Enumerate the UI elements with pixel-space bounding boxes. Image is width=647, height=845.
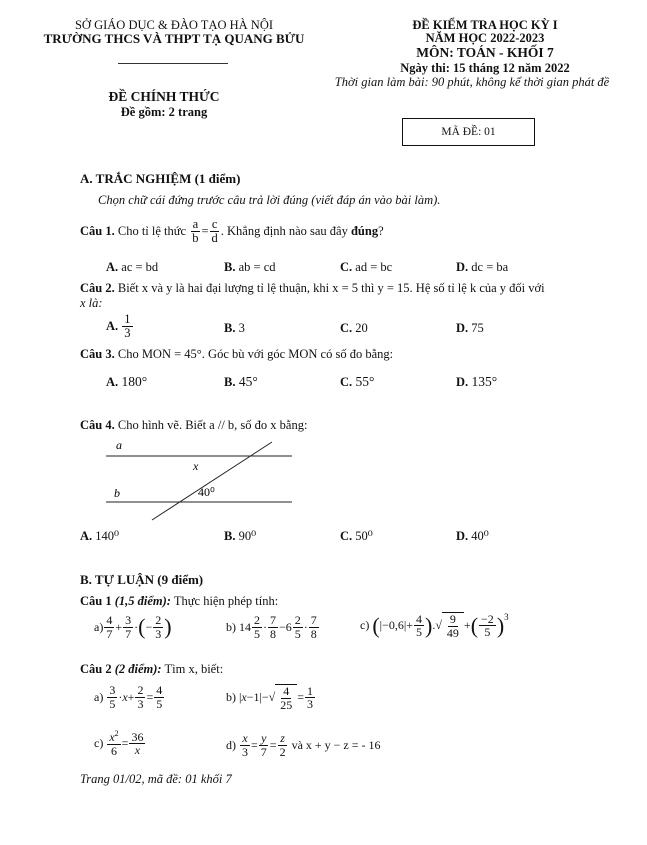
q1-bold: đúng [350, 224, 379, 239]
c1-expr-b: b) 14 $\frac{2}{5}$ · $\frac{7}{8}$ −6 $\frac{2}{5}$ · $\frac{7}{8}$ [226, 613, 317, 641]
q3-text: Câu 3. Cho MON = 45°. Góc bù với góc MON có số đo bằng: [80, 347, 394, 361]
q2-line2: x là: [80, 296, 103, 310]
q1-option-a: A. ac = bd [106, 260, 159, 274]
c1-expr-a: a) $\frac{4}{7}$ + $\frac{3}{7}$ · ( − $\frac{2}{3}$ ) [94, 613, 172, 641]
transversal [152, 442, 272, 520]
part-b-title: B. TỰ LUẬN (9 điểm) [80, 572, 204, 587]
q4-text: Câu 4. Cho hình vẽ. Biết a // b, số đo x bằng: [80, 418, 308, 432]
page-footer: Trang 01/02, mã đề: 01 khối 7 [80, 772, 232, 786]
exam-title: ĐỀ KIỂM TRA HỌC KỲ I [412, 18, 558, 32]
q1-option-b: B. ab = cd [224, 260, 276, 274]
exam-code-box [402, 118, 535, 146]
fraction-a-b: $\frac{a}{b}$ [192, 217, 199, 246]
c2-expr-d: d) $\frac{x}{3}$ = $\frac{y}{7}$ = $\frac{z}{2}$ và x + y − z = - 16 [226, 731, 381, 759]
c1-expr-c: c) ( |−0,6|+ $\frac{4}{5}$ ) . √ $\frac{9}{49}$ + ( $\frac{-2}{5}$ ) $^3$ [360, 611, 509, 640]
q2-line1: Câu 2. Biết x và y là hai đại lượng tỉ lệ thuận, khi x = 5 thì y = 15. Hệ số tỉ lệ k của y đối với [80, 281, 545, 295]
c2-heading: Câu 2 (2 điểm): Tìm x, biết: [80, 662, 224, 676]
q1-label: Câu 1. [80, 224, 115, 239]
fraction-c-d: $\frac{c}{d}$ [211, 217, 218, 246]
label-b: b [114, 486, 120, 500]
part-a-instruction: Chọn chữ cái đứng trước câu trả lời đúng (viết đáp án vào bài làm). [98, 193, 441, 207]
q4-option-d: D. 40⁰ [456, 529, 489, 543]
label-a: a [116, 438, 122, 452]
q1-end: ? [378, 224, 384, 239]
q2-option-d: D. 75 [456, 321, 484, 335]
q4-option-b: B. 90⁰ [224, 529, 257, 543]
school-name: TRƯỜNG THCS VÀ THPT TẠ QUANG BỬU [43, 31, 305, 46]
q3-option-a: A. 180° [106, 374, 148, 389]
c1-heading: Câu 1 (1,5 điểm): Thực hiện phép tính: [80, 594, 279, 608]
parallel-lines-figure [100, 436, 300, 526]
header-divider [118, 63, 228, 64]
q3-option-b: B. 45° [224, 374, 258, 389]
q1-pre: Cho tỉ lệ thức [117, 224, 187, 239]
subject: MÔN: TOÁN - KHỐI 7 [416, 45, 554, 60]
q1-option-c: C. ad = bc [340, 260, 393, 274]
part-a-title: A. TRẮC NGHIỆM (1 điểm) [80, 171, 241, 186]
q4-option-c: C. 50⁰ [340, 529, 373, 543]
page-count: Đề gồm: 2 trang [120, 105, 208, 119]
q4-option-a: A. 140⁰ [80, 529, 120, 543]
official-label: ĐỀ CHÍNH THỨC [108, 89, 220, 104]
dept-name: SỞ GIÁO DỤC & ĐÀO TẠO HÀ NỘI [74, 18, 274, 32]
q3-option-d: D. 135° [456, 374, 498, 389]
c2-expr-c: c) $\frac{x^2}{6}$ = $\frac{36}{x}$ [94, 729, 144, 758]
exam-code: MÃ ĐỀ: 01 [441, 126, 496, 138]
exam-date: Ngày thi: 15 tháng 12 năm 2022 [400, 61, 570, 75]
q2-option-a: A. $\frac{1}{3}$ [106, 312, 131, 341]
q1: Câu 1. Cho tỉ lệ thức $\frac{a}{b}$ = $\frac{c}{d}$ . Khẳng định nào sau đây đúng ? [80, 217, 384, 246]
time-allowed: Thời gian làm bài: 90 phút, không kể thời gian phát đề [334, 75, 610, 89]
label-x: x [193, 459, 199, 473]
q1-option-d: D. dc = ba [456, 260, 509, 274]
q1-post: . Khẳng định nào sau đây [220, 224, 348, 239]
q2-option-b: B. 3 [224, 321, 245, 335]
c2-expr-a: a) $\frac{3}{5}$ · x + $\frac{2}{3}$ = $\frac{4}{5}$ [94, 683, 163, 711]
label-angle: 40⁰ [198, 485, 215, 499]
q2-option-c: C. 20 [340, 321, 368, 335]
c2-expr-b: b) | x −1|− √ $\frac{4}{25}$ = $\frac{1}{3}$ [226, 683, 314, 712]
school-year: NĂM HỌC 2022-2023 [425, 31, 545, 45]
q3-option-c: C. 55° [340, 374, 375, 389]
